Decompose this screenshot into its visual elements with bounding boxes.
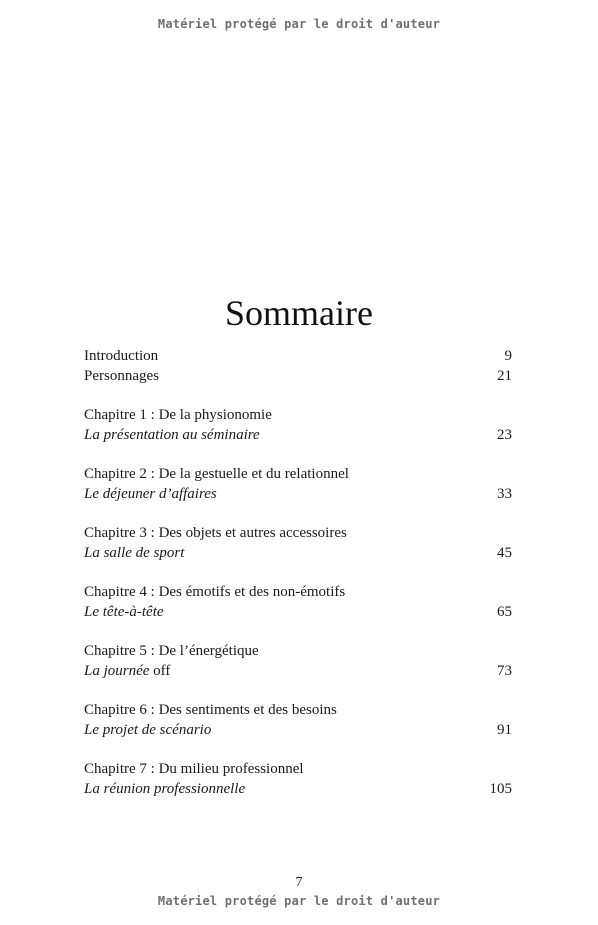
chapter-page: 105 — [489, 781, 512, 797]
chapter-subtitle: Le déjeuner d’affaires — [84, 486, 217, 502]
toc-entry-personnages[interactable] — [84, 366, 512, 386]
toc-chapter-5[interactable] — [84, 641, 512, 681]
toc-entry-page: 9 — [504, 348, 512, 364]
chapter-subtitle: La réunion professionnelle — [84, 781, 246, 797]
chapter-subtitle-extra: off — [149, 663, 171, 679]
chapter-page: 33 — [497, 486, 512, 502]
chapter-subtitle: La journée off — [84, 663, 171, 679]
chapter-heading: Chapitre 6 : Des sentiments et des besoins — [84, 702, 337, 718]
toc-entry-page: 21 — [497, 368, 512, 384]
copyright-watermark-bottom: Matériel protégé par le droit d'auteur — [157, 894, 441, 908]
chapter-page: 73 — [497, 663, 512, 679]
chapter-subtitle: La présentation au séminaire — [84, 427, 260, 443]
toc-chapter-4[interactable] — [84, 582, 512, 622]
chapter-page: 91 — [497, 722, 512, 738]
chapter-heading: Chapitre 3 : Des objets et autres accessoires — [84, 525, 347, 541]
toc-chapter-3[interactable] — [84, 523, 512, 563]
chapter-page: 65 — [497, 604, 512, 620]
chapter-heading: Chapitre 7 : Du milieu professionnel — [84, 761, 304, 777]
toc-entry-introduction[interactable] — [84, 346, 512, 366]
chapter-heading: Chapitre 2 : De la gestuelle et du relationnel — [84, 466, 349, 482]
chapter-page: 45 — [497, 545, 512, 561]
toc-chapter-7[interactable] — [84, 759, 512, 799]
chapter-heading: Chapitre 4 : Des émotifs et des non-émotifs — [84, 584, 346, 600]
chapter-heading: Chapitre 5 : De l’énergétique — [84, 643, 259, 659]
table-of-contents — [84, 346, 512, 818]
toc-chapter-2[interactable] — [84, 464, 512, 504]
copyright-watermark-top: Matériel protégé par le droit d'auteur — [157, 17, 441, 31]
page-number: 7 — [295, 875, 303, 890]
chapter-heading: Chapitre 1 : De la physionomie — [84, 407, 272, 423]
toc-entry-label: Introduction — [84, 348, 159, 364]
page-title: Sommaire — [225, 293, 373, 334]
toc-entry-label: Personnages — [84, 368, 159, 384]
chapter-subtitle: La salle de sport — [84, 545, 185, 561]
chapter-subtitle: Le tête-à-tête — [84, 604, 164, 620]
chapter-page: 23 — [497, 427, 512, 443]
chapter-subtitle: Le projet de scénario — [84, 722, 212, 738]
toc-chapter-1[interactable] — [84, 405, 512, 445]
toc-chapter-6[interactable] — [84, 700, 512, 740]
